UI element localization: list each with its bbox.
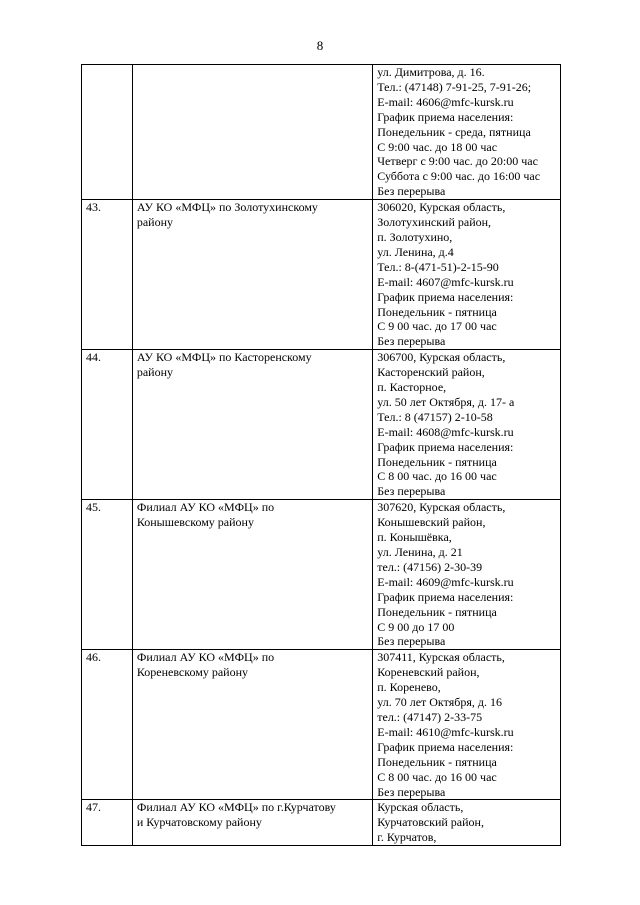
organization-name-line: Кореневскому району [136,665,249,680]
address-schedule-line: График приема населения: [377,739,514,754]
page-number: 8 [316,38,324,53]
address-schedule-line: С 9 00 час. до 17 00 час [377,319,497,334]
address-schedule-line: Понедельник - пятница [377,304,497,319]
address-schedule-cell [373,650,561,800]
address-schedule-line: 307620, Курская область, [377,500,506,515]
address-schedule-line: Понедельник - пятница [377,604,497,619]
address-schedule-line: График приема населения: [377,289,514,304]
address-schedule-line: ул. 70 лет Октября, д. 16 [377,695,502,710]
address-schedule-line: Понедельник - среда, пятница [377,124,531,139]
address-schedule-line: Тел.: (47148) 7-91-25, 7-91-26; [377,79,532,94]
address-schedule-cell [373,800,561,846]
mfc-registry-table [81,64,561,846]
organization-name-line: Филиал АУ КО «МФЦ» по г.Курчатову [136,800,336,815]
address-schedule-line: ул. 50 лет Октября, д. 17- а [377,394,515,409]
organization-name-line: АУ КО «МФЦ» по Касторенскому [136,350,312,365]
address-schedule-line: г. Курчатов, [377,830,437,845]
table-body [82,65,561,846]
table-row [82,200,561,350]
address-schedule-line: График приема населения: [377,109,514,124]
address-schedule-line: ул. Димитрова, д. 16. [377,65,485,79]
address-schedule-line: Без перерыва [377,784,446,799]
address-schedule-line: Конышевский район, [377,515,486,530]
address-schedule-line: Понедельник - пятница [377,454,497,469]
organization-name-line: району [136,215,174,230]
address-schedule-line: С 9:00 час. до 18 00 час [377,139,498,154]
address-schedule-line: Четверг с 9:00 час. до 20:00 час [377,154,538,169]
organization-name-cell [132,65,372,200]
address-schedule-cell [373,500,561,650]
organization-name-cell [132,650,372,800]
organization-name-line: Конышевскому району [136,515,254,530]
address-schedule-line: 307411, Курская область, [377,650,505,665]
address-schedule-line: E-mail: 4608@mfc-kursk.ru [377,424,514,439]
address-schedule-cell [373,200,561,350]
address-schedule-line: п. Конышёвка, [377,530,452,545]
row-number-cell: 47. [82,800,133,846]
address-schedule-line: Суббота с 9:00 час. до 16:00 час [377,169,541,184]
address-schedule-line: Тел.: 8 (47157) 2-10-58 [377,409,493,424]
address-schedule-line: Тел.: 8-(471-51)-2-15-90 [377,259,499,274]
address-schedule-line: п. Касторное, [377,380,447,395]
table-row [82,800,561,846]
organization-name-cell [132,200,372,350]
address-schedule-line: ул. Ленина, д.4 [377,244,454,259]
address-schedule-line: С 8 00 час. до 16 00 час [377,469,497,484]
organization-name-cell [132,800,372,846]
organization-name-line: Филиал АУ КО «МФЦ» по [136,650,275,665]
address-schedule-cell [373,65,561,200]
organization-name-line: Филиал АУ КО «МФЦ» по [136,500,275,515]
address-schedule-line: ул. Ленина, д. 21 [377,545,463,559]
address-schedule-line: 306700, Курская область, [377,350,506,365]
address-schedule-line: Курчатовский район, [377,815,484,830]
address-schedule-line: п. Коренево, [377,680,441,695]
address-schedule-line: E-mail: 4609@mfc-kursk.ru [377,574,514,589]
address-schedule-line: Без перерыва [377,484,446,499]
table-row [82,350,561,500]
address-schedule-line: С 8 00 час. до 16 00 час [377,769,497,784]
address-schedule-line: Без перерыва [377,634,446,649]
address-schedule-line: График приема населения: [377,589,514,604]
row-number-cell: 46. [82,650,133,800]
organization-name-line: и Курчатовскому району [136,815,262,830]
address-schedule-line: Кореневский район, [377,665,480,680]
organization-name-line: АУ КО «МФЦ» по Золотухинскому [136,200,318,215]
row-number-cell: 43. [82,200,133,350]
organization-name-line: району [136,365,174,380]
table-row [82,65,561,200]
address-schedule-line: тел.: (47156) 2-30-39 [377,559,483,574]
address-schedule-line: График приема населения: [377,439,514,454]
address-schedule-cell [373,350,561,500]
address-schedule-line: E-mail: 4607@mfc-kursk.ru [377,274,514,289]
address-schedule-line: E-mail: 4610@mfc-kursk.ru [377,724,514,739]
organization-name-cell [132,500,372,650]
row-number-cell: 45. [82,500,133,650]
table-row [82,650,561,800]
address-schedule-line: Касторенский район, [377,365,485,380]
address-schedule-line: Золотухинский район, [377,215,492,230]
row-number-cell: 44. [82,350,133,500]
address-schedule-line: E-mail: 4606@mfc-kursk.ru [377,94,514,109]
address-schedule-line: Курская область, [377,800,464,815]
address-schedule-line: Без перерыва [377,334,446,349]
address-schedule-line: 306020, Курская область, [377,200,506,215]
address-schedule-line: тел.: (47147) 2-33-75 [377,709,483,724]
address-schedule-line: Понедельник - пятница [377,754,497,769]
row-number-cell [82,65,133,200]
organization-name-cell [132,350,372,500]
table-row [82,500,561,650]
address-schedule-line: Без перерыва [377,184,446,199]
address-schedule-line: п. Золотухино, [377,229,453,244]
address-schedule-line: С 9 00 до 17 00 [377,619,455,634]
